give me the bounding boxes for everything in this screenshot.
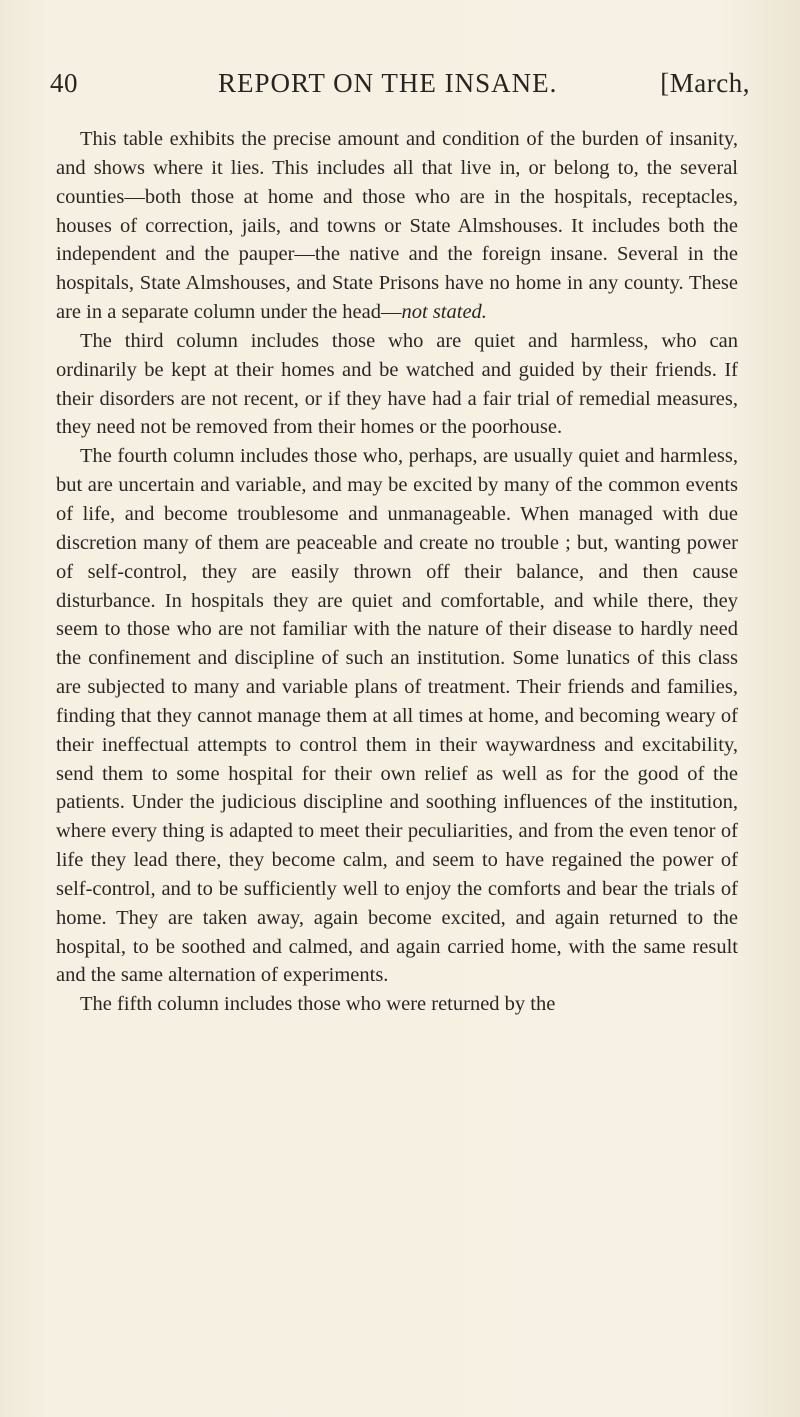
running-header <box>50 68 750 108</box>
paragraph-1-text: This table exhibits the precise amount and condition of the burden of insanity, and shows where it lies. This includes all that live in, or belong to, the several counties—both those at home and those who are in the hospitals, receptacles, houses of correction, jails, and towns or State Almshouses. It includes both the independent and the pauper—the native and the foreign insane. Several in the hospitals, State Almshouses, and State Prisons have no home in any county. These are in a separate column under the head— <box>56 128 738 324</box>
running-title: REPORT ON THE INSANE. <box>218 68 558 98</box>
body-text <box>56 125 738 1019</box>
paragraph-3 <box>56 442 738 990</box>
paragraph-4-text: The fifth column includes those who were returned by the <box>80 993 556 1016</box>
page-number: 40 <box>50 68 78 98</box>
paragraph-1-italic: not stated. <box>401 301 487 324</box>
paragraph-2-text: The third column includes those who are quiet and harmless, who can ordinarily be kept at their homes and be watched and guided by their friends. If their disorders are not recent, or if they have had a fair trial of remedial measures, they need not be removed from their homes or the poorhouse. <box>56 329 738 439</box>
paragraph-1 <box>56 125 738 327</box>
paragraph-2 <box>56 327 738 442</box>
paragraph-4 <box>56 990 738 1019</box>
running-date: [March, <box>660 68 750 98</box>
paragraph-3-text: The fourth column includes those who, perhaps, are usually quiet and harmless, but are uncertain and variable, and may be excited by many of the common events of life, and become troublesome and unmanageable. When managed with due discretion many of them are peaceable and create no trouble ; but, wanting power of self-control, they are easily thrown off their balance, and then cause disturbance. In hospitals they are quiet and comfortable, and while there, they seem to those who are not familiar with the nature of their disease to hardly need the confinement and discipline of such an institution. Some lunatics of this class are subjected to many and variable plans of treatment. Their friends and families, finding that they cannot manage them at all times at home, and becoming weary of their ineffectual attempts to control them in their waywardness and excitability, send them to some hospital for their own relief as well as for the good of the patients. Under the judicious discipline and soothing influences of the institution, where every thing is adapted to meet their peculiarities, and from the even tenor of life they lead there, they become calm, and seem to have regained the power of self-control, and to be sufficiently well to enjoy the comforts and bear the trials of home. They are taken away, again become excited, and again returned to the hospital, to be soothed and calmed, and again carried home, with the same result and the same alternation of experiments. <box>56 445 738 987</box>
